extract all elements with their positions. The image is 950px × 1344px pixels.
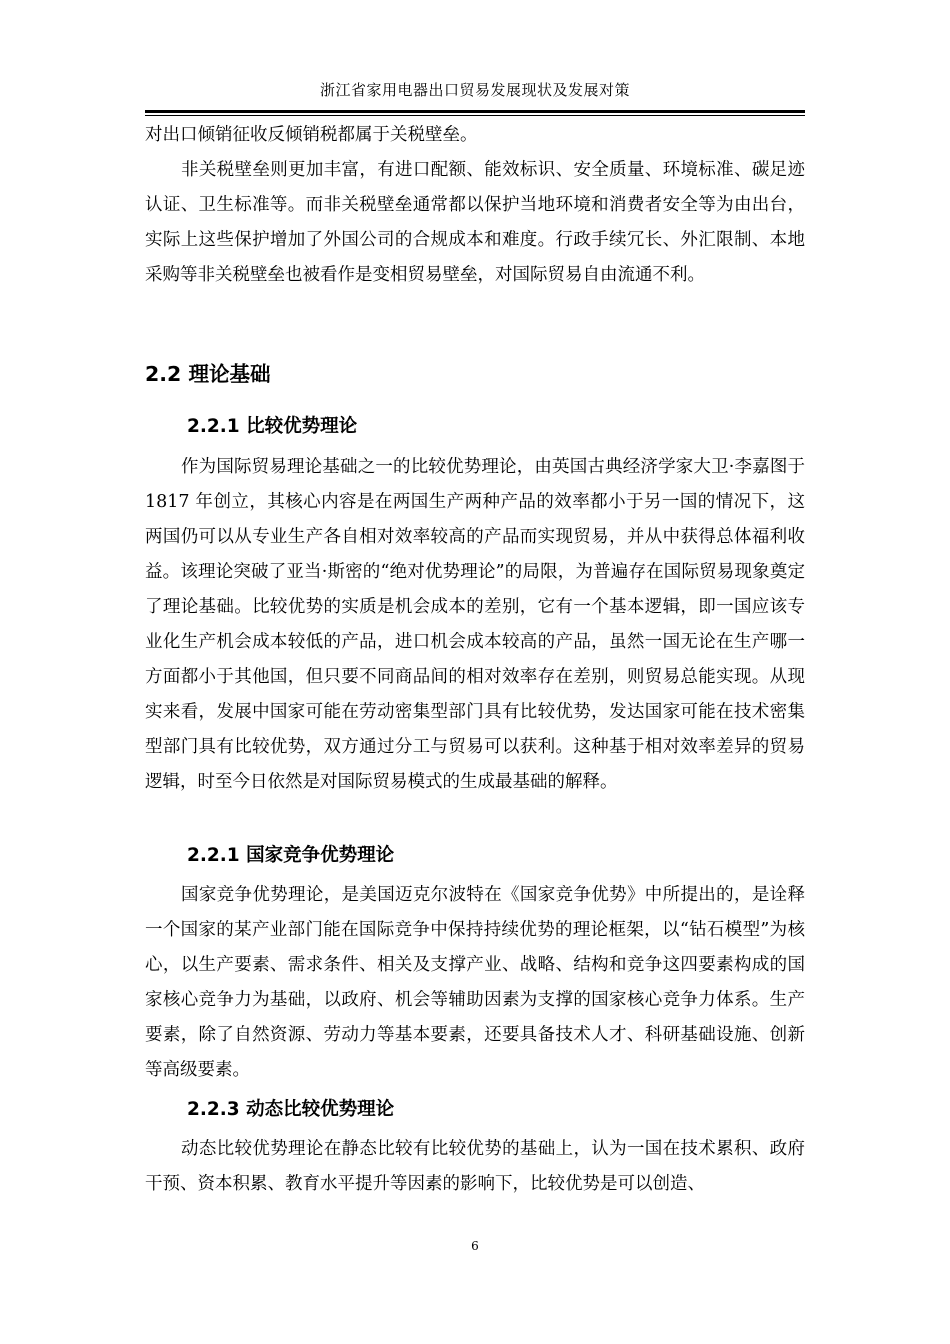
page-number: 6 [471, 1239, 479, 1253]
paragraph-tariff-end: 对出口倾销征收反倾销税都属于关税壁垒。 [145, 125, 478, 145]
subsection-heading-comparative-advantage: 2.2.1 比较优势理论 [187, 416, 358, 437]
header-rule-thick [145, 110, 805, 113]
paragraph-comparative-advantage: 作为国际贸易理论基础之一的比较优势理论，由英国古典经济学家大卫·李嘉图于 1817 年创立，其核心内容是在两国生产两种产品的效率都小于另一国的情况下，这两国仍可以从专业生产各自相对效率较高的产品而实现贸易，并从中获得总体福利收益。该理论突破了亚当·斯密的“绝对优势理论”的局限，为普遍存在国际贸易现象奠定了理论基础。比较优势的实质是机会成本的差别，它有一个基本逻辑，即一国应该专业化生产机会成本较低的产品，进口机会成本较高的产品，虽然一国无论在生产哪一方面都小于其他国，但只要不同商品间的相对效率存在差别，则贸易总能实现。从现实来看，发展中国家可能在劳动密集型部门具有比较优势，发达国家可能在技术密集型部门具有比较优势，双方通过分工与贸易可以获利。这种基于相对效率差异的贸易逻辑，时至今日依然是对国际贸易模式的生成最基础的解释。 [145, 457, 805, 792]
running-header: 浙江省家用电器出口贸易发展现状及发展对策 [319, 81, 630, 99]
subsection-heading-national-competitive-advantage: 2.2.1 国家竞争优势理论 [187, 845, 395, 866]
paragraph-national-competitive-advantage: 国家竞争优势理论，是美国迈克尔波特在《国家竞争优势》中所提出的，是诠释一个国家的某产业部门能在国际竞争中保持持续优势的理论框架，以“钻石模型”为核心，以生产要素、需求条件、相关及支撑产业、战略、结构和竞争这四要素构成的国家核心竞争力为基础，以政府、机会等辅助因素为支撑的国家核心竞争力体系。生产要素，除了自然资源、劳动力等基本要素，还要具备技术人才、科研基础设施、创新等高级要素。 [145, 885, 805, 1080]
paragraph-dynamic-comparative-advantage: 动态比较优势理论在静态比较有比较优势的基础上，认为一国在技术累积、政府干预、资本积累、教育水平提升等因素的影响下，比较优势是可以创造、 [145, 1139, 805, 1194]
paragraph-non-tariff: 非关税壁垒则更加丰富，有进口配额、能效标识、安全质量、环境标准、碳足迹认证、卫生标准等。而非关税壁垒通常都以保护当地环境和消费者安全等为由出台，实际上这些保护增加了外国公司的合规成本和难度。行政手续冗长、外汇限制、本地采购等非关税壁垒也被看作是变相贸易壁垒，对国际贸易自由流通不利。 [145, 160, 805, 285]
section-heading-2-2: 2.2 理论基础 [145, 362, 271, 386]
subsection-heading-dynamic-comparative-advantage: 2.2.3 动态比较优势理论 [187, 1099, 395, 1120]
header-rule-thin [145, 115, 805, 116]
